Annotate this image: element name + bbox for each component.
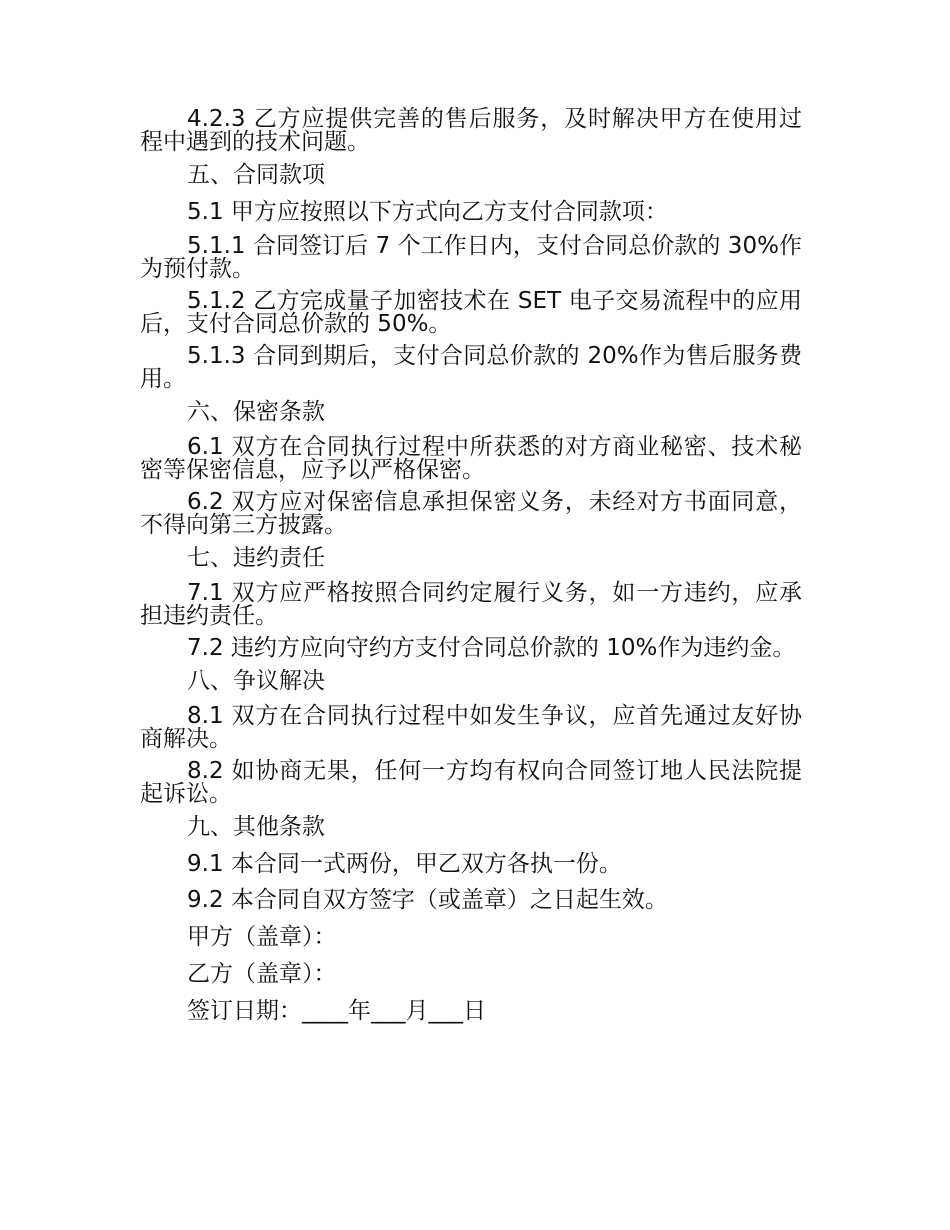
section-heading-payment: 五、合同款项 [187, 162, 325, 188]
clause-8-1: 8.1 双方在合同执行过程中如发生争议，应首先通过友好协商解决。 [140, 703, 802, 752]
clause-6-1: 6.1 双方在合同执行过程中所获悉的对方商业秘密、技术秘密等保密信息，应予以严格保密。 [140, 434, 802, 483]
clause-7-2: 7.2 违约方应向守约方支付合同总价款的 10%作为违约金。 [187, 635, 796, 661]
clause-7-1: 7.1 双方应严格按照合同约定履行义务，如一方违约，应承担违约责任。 [140, 580, 802, 629]
contract-page [140, 104, 802, 1030]
clause-5-1-2: 5.1.2 乙方完成量子加密技术在 SET 电子交易流程中的应用后，支付合同总价款的 50%。 [140, 288, 802, 337]
clause-6-2: 6.2 双方应对保密信息承担保密义务，未经对方书面同意，不得向第三方披露。 [140, 489, 802, 538]
section-heading-liability: 七、违约责任 [187, 545, 325, 571]
clause-5-1-3: 5.1.3 合同到期后，支付合同总价款的 20%作为售后服务费用。 [140, 343, 802, 392]
section-heading-confidentiality: 六、保密条款 [187, 399, 325, 425]
clause-4-2-3: 4.2.3 乙方应提供完善的售后服务，及时解决甲方在使用过程中遇到的技术问题。 [140, 106, 802, 155]
party-a-seal-line: 甲方（盖章）： [187, 924, 337, 950]
section-heading-dispute: 八、争议解决 [187, 668, 325, 694]
clause-8-2: 8.2 如协商无果，任何一方均有权向合同签订地人民法院提起诉讼。 [140, 758, 802, 807]
clause-5-1-1: 5.1.1 合同签订后 7 个工作日内，支付合同总价款的 30%作为预付款。 [140, 233, 802, 282]
section-heading-other: 九、其他条款 [187, 814, 325, 840]
signing-date-line: 签订日期：____年___月___日 [187, 998, 486, 1024]
party-b-seal-line: 乙方（盖章）： [187, 961, 337, 987]
clause-9-1: 9.1 本合同一式两份，甲乙双方各执一份。 [187, 851, 622, 877]
clause-5-1: 5.1 甲方应按照以下方式向乙方支付合同款项： [187, 199, 668, 225]
clause-9-2: 9.2 本合同自双方签字（或盖章）之日起生效。 [187, 887, 668, 913]
